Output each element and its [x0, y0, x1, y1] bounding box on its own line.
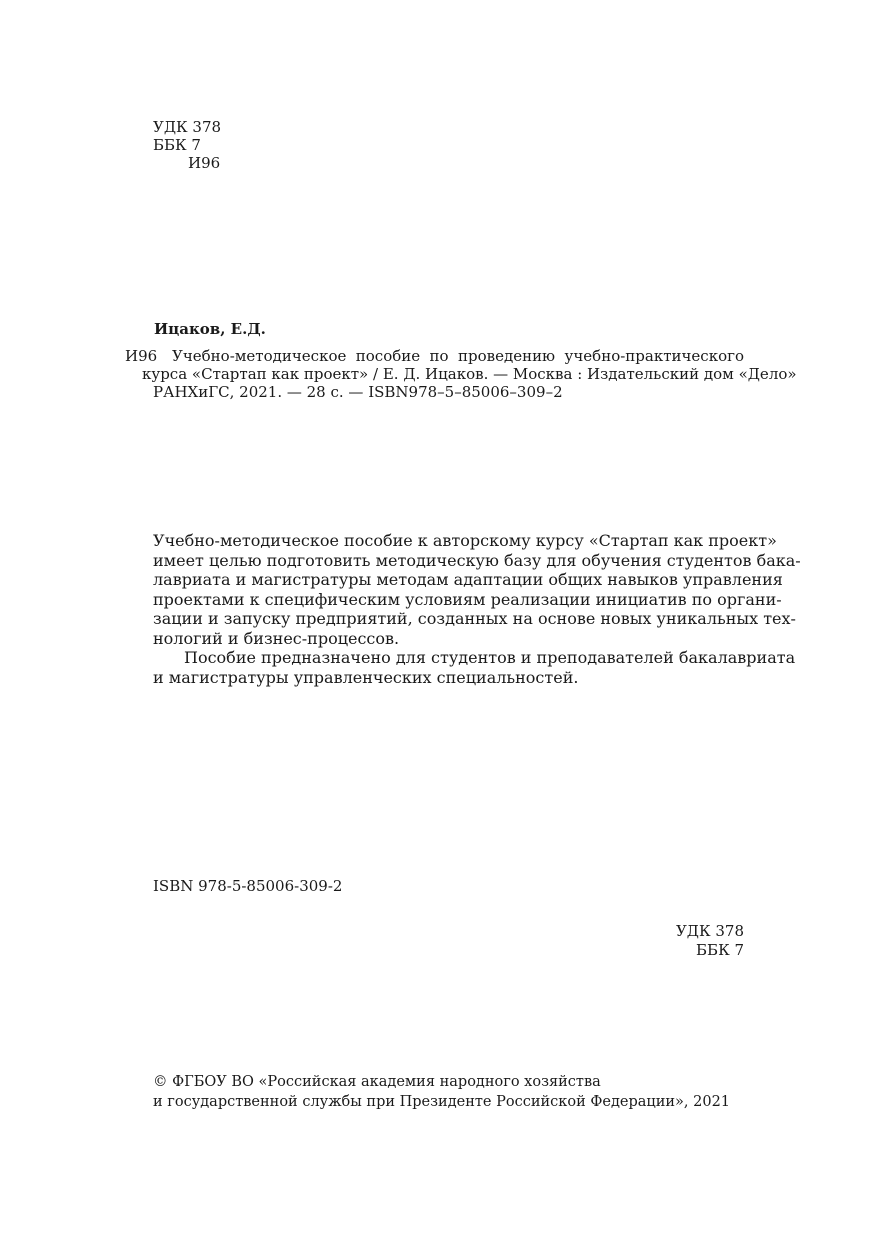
annotation-line: проектами к специфическим условиям реализации инициатив по органи- — [153, 589, 782, 609]
udk-code-top: УДК 378 — [153, 118, 222, 136]
bibliographic-description — [142, 347, 797, 401]
author-mark-bib: И96 — [125, 347, 158, 365]
bbk-code-bottom: ББК 7 — [696, 941, 744, 959]
annotation — [153, 531, 801, 687]
copyright-line: и государственной службы при Президенте Российской Федерации», 2021 — [153, 1094, 731, 1110]
isbn: ISBN 978-5-85006-309-2 — [153, 877, 343, 895]
annotation-line: лавриата и магистратуры методам адаптации общих навыков управления — [153, 570, 783, 589]
copyright-line: © ФГБОУ ВО «Российская академия народного хозяйства — [153, 1074, 601, 1090]
copyright-notice — [153, 1072, 730, 1112]
annotation-line: имеет целью подготовить методическую базу для обучения студентов бака- — [153, 550, 801, 570]
annotation-line: Пособие предназначено для студентов и преподавателей бакалавриата — [184, 648, 796, 667]
bib-line: РАНХиГС, 2021. — 28 с. — ISBN978–5–85006–309–2 — [153, 383, 563, 401]
bib-line: курса «Стартап как проект» / Е. Д. Ицаков. — Москва : Издательский дом «Дело» — [142, 365, 797, 383]
bib-line: Учебно-методическое пособие по проведению учебно-практического — [172, 347, 744, 365]
annotation-line: и магистратуры управленческих специальностей. — [153, 667, 579, 687]
author-heading: Ицаков, Е.Д. — [154, 320, 266, 338]
annotation-line: нологий и бизнес-процессов. — [153, 628, 400, 648]
bbk-code-top: ББК 7 — [153, 136, 201, 154]
annotation-line: Учебно-методическое пособие к авторскому курсу «Стартап как проект» — [153, 531, 777, 550]
annotation-line: зации и запуску предприятий, созданных на основе новых уникальных тех- — [153, 609, 796, 628]
author-mark-top: И96 — [188, 154, 221, 172]
udk-code-bottom: УДК 378 — [675, 922, 744, 940]
